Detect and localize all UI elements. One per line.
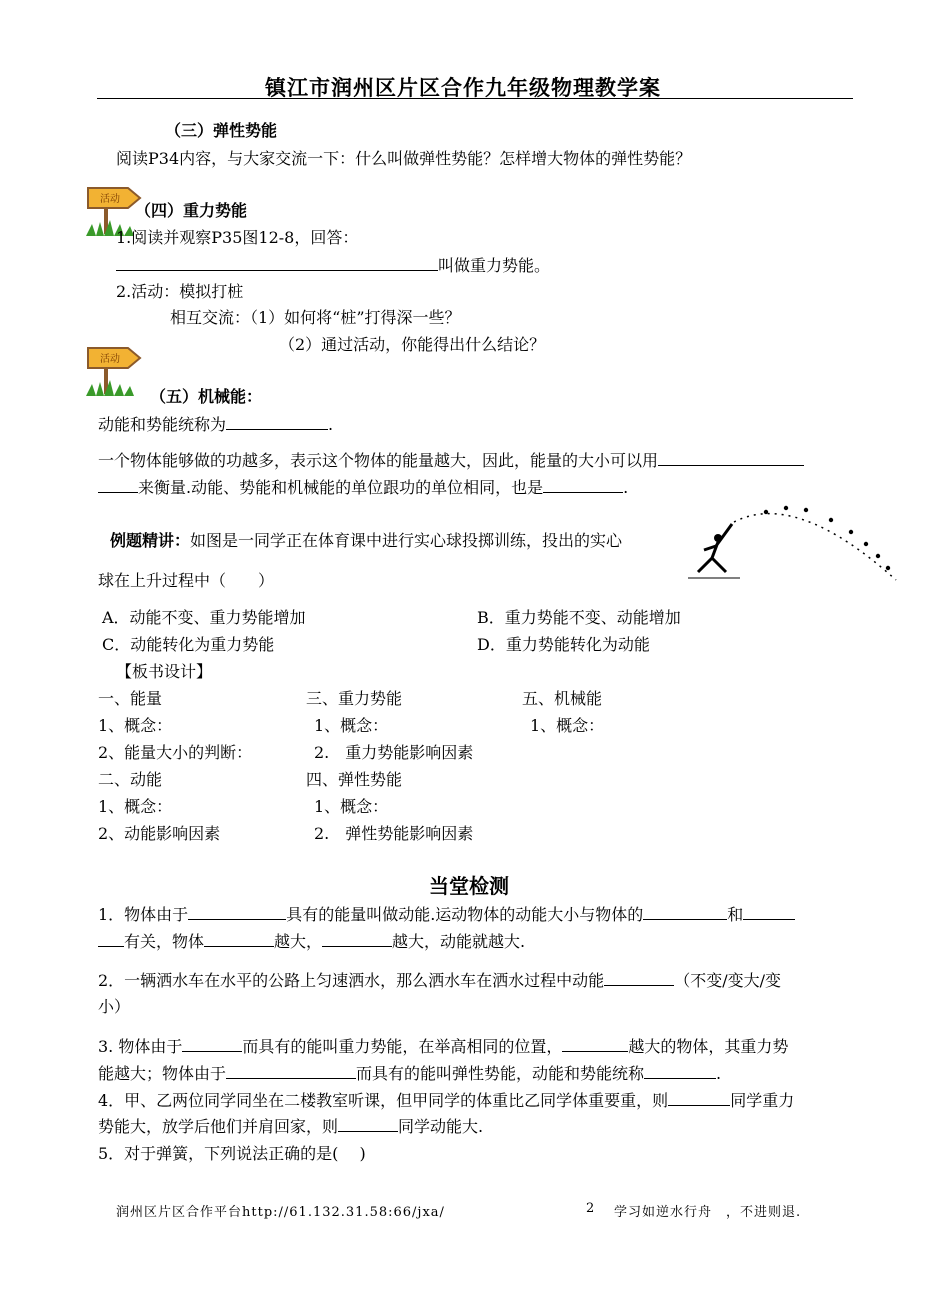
answer-blank[interactable]	[338, 1117, 398, 1132]
answer-blank[interactable]	[604, 971, 674, 986]
section-4-q1: 1.阅读并观察P35图12-8，回答：	[116, 228, 359, 247]
board-col2-item: 2. 弹性势能影响因素	[314, 824, 474, 843]
answer-blank[interactable]	[562, 1037, 628, 1052]
section-5-heading: （五）机械能：	[150, 387, 263, 406]
section-3-text: 阅读P34内容，与大家交流一下：什么叫做弹性势能？怎样增大物体的弹性势能？	[116, 149, 692, 168]
footer-platform: 润州区片区合作平台http://61.132.31.58:66/jxa/	[116, 1205, 445, 1220]
footer-page-number: 2	[586, 1201, 596, 1216]
board-col2-item: 2. 重力势能影响因素	[314, 743, 474, 762]
option-b: B．重力势能不变、动能增加	[477, 608, 681, 627]
page-title: 镇江市润州区片区合作九年级物理教学案	[265, 75, 661, 100]
section-3-heading: （三）弹性势能	[165, 121, 278, 140]
board-col1-item: 一、能量	[98, 689, 163, 708]
board-col2-item: 三、重力势能	[306, 689, 403, 708]
activity-sign-label: 活动	[100, 354, 120, 365]
test-q5: 5．对于弹簧，下列说法正确的是( )	[98, 1144, 366, 1163]
answer-blank[interactable]	[668, 1091, 730, 1106]
answer-blank[interactable]	[204, 932, 274, 947]
test-q3-line1: 3. 物体由于 而具有的能叫重力势能，在举高相同的位置， 越大的物体，其重力势	[98, 1037, 789, 1056]
board-col3-item: 1、概念：	[530, 716, 605, 735]
test-q4-line1: 4．甲、乙两位同学同坐在二楼教室听课，但甲同学的体重比乙同学体重要重，则 同学重力	[98, 1091, 795, 1110]
board-col1-item: 1、概念：	[98, 797, 173, 816]
board-col1-item: 2、能量大小的判断：	[98, 743, 253, 762]
test-q2-line1: 2．一辆洒水车在水平的公路上匀速洒水，那么洒水车在洒水过程中动能 （不变/变大/变	[98, 971, 781, 990]
activity-sign-label: 活动	[100, 194, 120, 205]
test-title: 当堂检测	[429, 874, 509, 898]
test-q1-line2: 有关，物体 越大， 越大，动能就越大.	[98, 929, 525, 952]
answer-blank[interactable]	[182, 1037, 242, 1052]
board-col1-item: 1、概念：	[98, 716, 173, 735]
answer-blank[interactable]	[226, 415, 328, 430]
board-col2-item: 1、概念：	[314, 797, 389, 816]
answer-blank[interactable]	[743, 905, 795, 920]
section-5-line2: 一个物体能够做的功越多，表示这个物体的能量越大，因此，能量的大小可以用	[98, 448, 804, 471]
activity-sign-icon	[82, 340, 144, 398]
answer-blank[interactable]	[644, 1064, 716, 1079]
answer-blank[interactable]	[322, 932, 392, 947]
example-line1: 例题精讲：如图是一同学正在体育课中进行实心球投掷训练，投出的实心	[110, 531, 623, 550]
board-col2-item: 1、概念：	[314, 716, 389, 735]
example-line2: 球在上升过程中（ ）	[98, 571, 275, 590]
test-q2-line2: 小）	[98, 997, 131, 1016]
option-d: D．重力势能转化为动能	[477, 635, 650, 654]
shot-put-figure-icon	[686, 500, 906, 590]
answer-blank[interactable]	[226, 1064, 356, 1079]
test-q4-line2: 势能大，放学后他们并肩回家，则 同学动能大.	[98, 1117, 484, 1136]
board-col1-item: 二、动能	[98, 770, 163, 789]
section-4-q2-b: （2）通过活动，你能得出什么结论？	[279, 335, 546, 354]
answer-blank[interactable]	[188, 905, 286, 920]
answer-blank[interactable]	[658, 451, 804, 466]
test-q3-line2: 能越大；物体由于 而具有的能叫弹性势能，动能和势能统称 .	[98, 1064, 722, 1083]
answer-blank[interactable]	[98, 478, 138, 493]
answer-blank[interactable]	[643, 905, 727, 920]
board-col2-item: 四、弹性势能	[306, 770, 403, 789]
answer-blank[interactable]	[98, 932, 124, 947]
option-c: C．动能转化为重力势能	[102, 635, 275, 654]
section-5-line1: 动能和势能统称为 .	[98, 415, 334, 434]
board-col3-item: 五、机械能	[522, 689, 603, 708]
section-5-line3: 来衡量.动能、势能和机械能的单位跟功的单位相同，也是 .	[98, 475, 628, 498]
section-4-q2-a: 相互交流：（1）如何将“桩”打得深一些？	[170, 308, 461, 327]
answer-blank[interactable]	[543, 478, 623, 493]
header-rule	[97, 98, 853, 99]
section-4-heading: （四）重力势能	[135, 201, 248, 220]
test-q1-line1: 1．物体由于 具有的能量叫做动能.运动物体的动能大小与物体的 和	[98, 902, 795, 925]
section-4-q1-answer: 叫做重力势能。	[116, 253, 550, 276]
footer-motto: 学习如逆水行舟 ，不进则退.	[614, 1205, 802, 1220]
option-a: A．动能不变、重力势能增加	[102, 608, 306, 627]
answer-blank[interactable]	[116, 256, 438, 271]
board-title: 【板书设计】	[116, 662, 213, 681]
board-col1-item: 2、动能影响因素	[98, 824, 221, 843]
section-4-q2: 2.活动：模拟打桩	[116, 282, 244, 301]
